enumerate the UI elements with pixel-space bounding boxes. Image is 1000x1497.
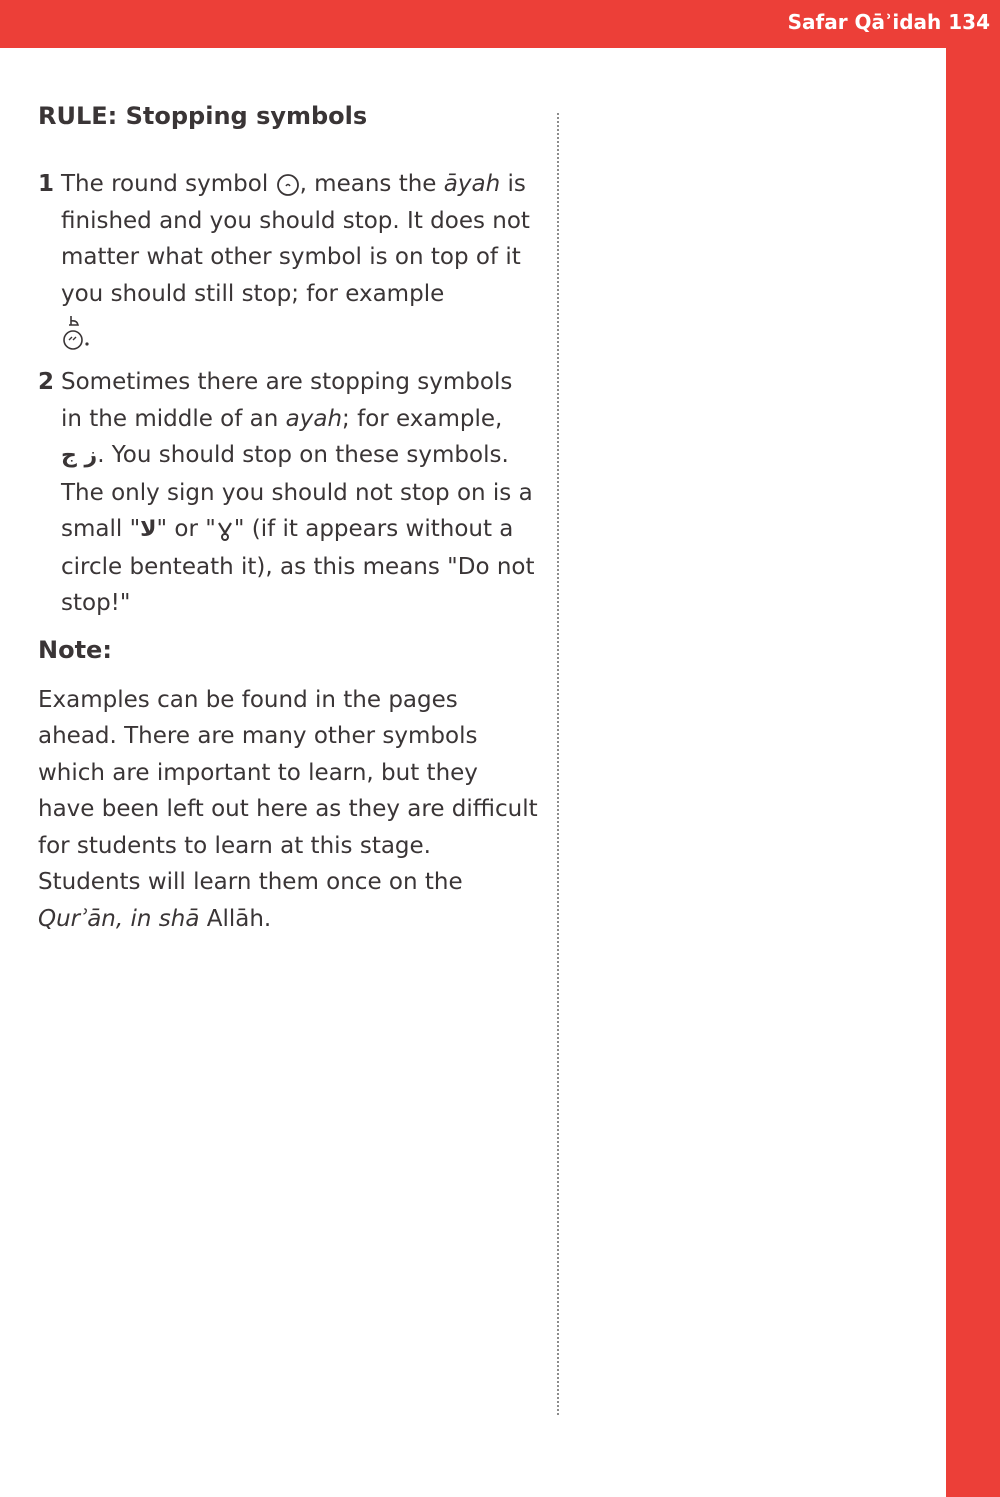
rule-heading: RULE: Stopping symbols [38,102,368,130]
note-heading: Note: [38,635,112,664]
item-text: The round symbol [61,171,269,197]
item-text: " (if it appears without a circle benteath it), as this means "Do not stop!" [61,516,535,616]
item-number: 1 [38,171,55,197]
item-italic: ayah [285,405,343,432]
page-number: 134 [948,10,990,34]
book-title: Safar Qāʾidah [787,10,942,34]
arabic-stop-symbol: ز ج [61,443,98,468]
item-text: ; for example, [342,405,503,432]
rule-item-2 [38,364,538,622]
note-paragraph [38,682,538,938]
note-text: Examples can be found in the pages ahead. There are many other symbols which are important to learn, but they have been left out here as they are difficult for students to learn at this stage. Students will learn them once on the [38,686,538,895]
small-la-symbol: لا [140,517,157,542]
item-text: . You should stop on these symbols. The only sign you should not stop on is a small " [61,442,533,542]
item-number: 2 [38,369,55,395]
note-text: Allāh. [199,905,272,932]
item-text: , means the [299,171,444,197]
note-italic: Qurʾān, in shā [38,905,200,932]
rule-item-1 [38,166,538,352]
running-header [788,10,990,34]
main-content [38,100,538,937]
item-text: " or " [156,516,216,542]
item-text: Sometimes there are stopping symbols in the middle of an [61,369,513,432]
ayah-end-circle-icon [276,173,300,197]
ayah-circle-with-stop-mark-icon [61,312,95,352]
side-band [946,0,1000,1497]
column-divider [557,113,559,1415]
small-la-variant-icon [216,518,234,542]
item-text: is finished and you should stop. It does not matter what other symbol is on top of it you should still stop; for example [61,171,530,307]
item-italic: āyah [443,171,501,197]
